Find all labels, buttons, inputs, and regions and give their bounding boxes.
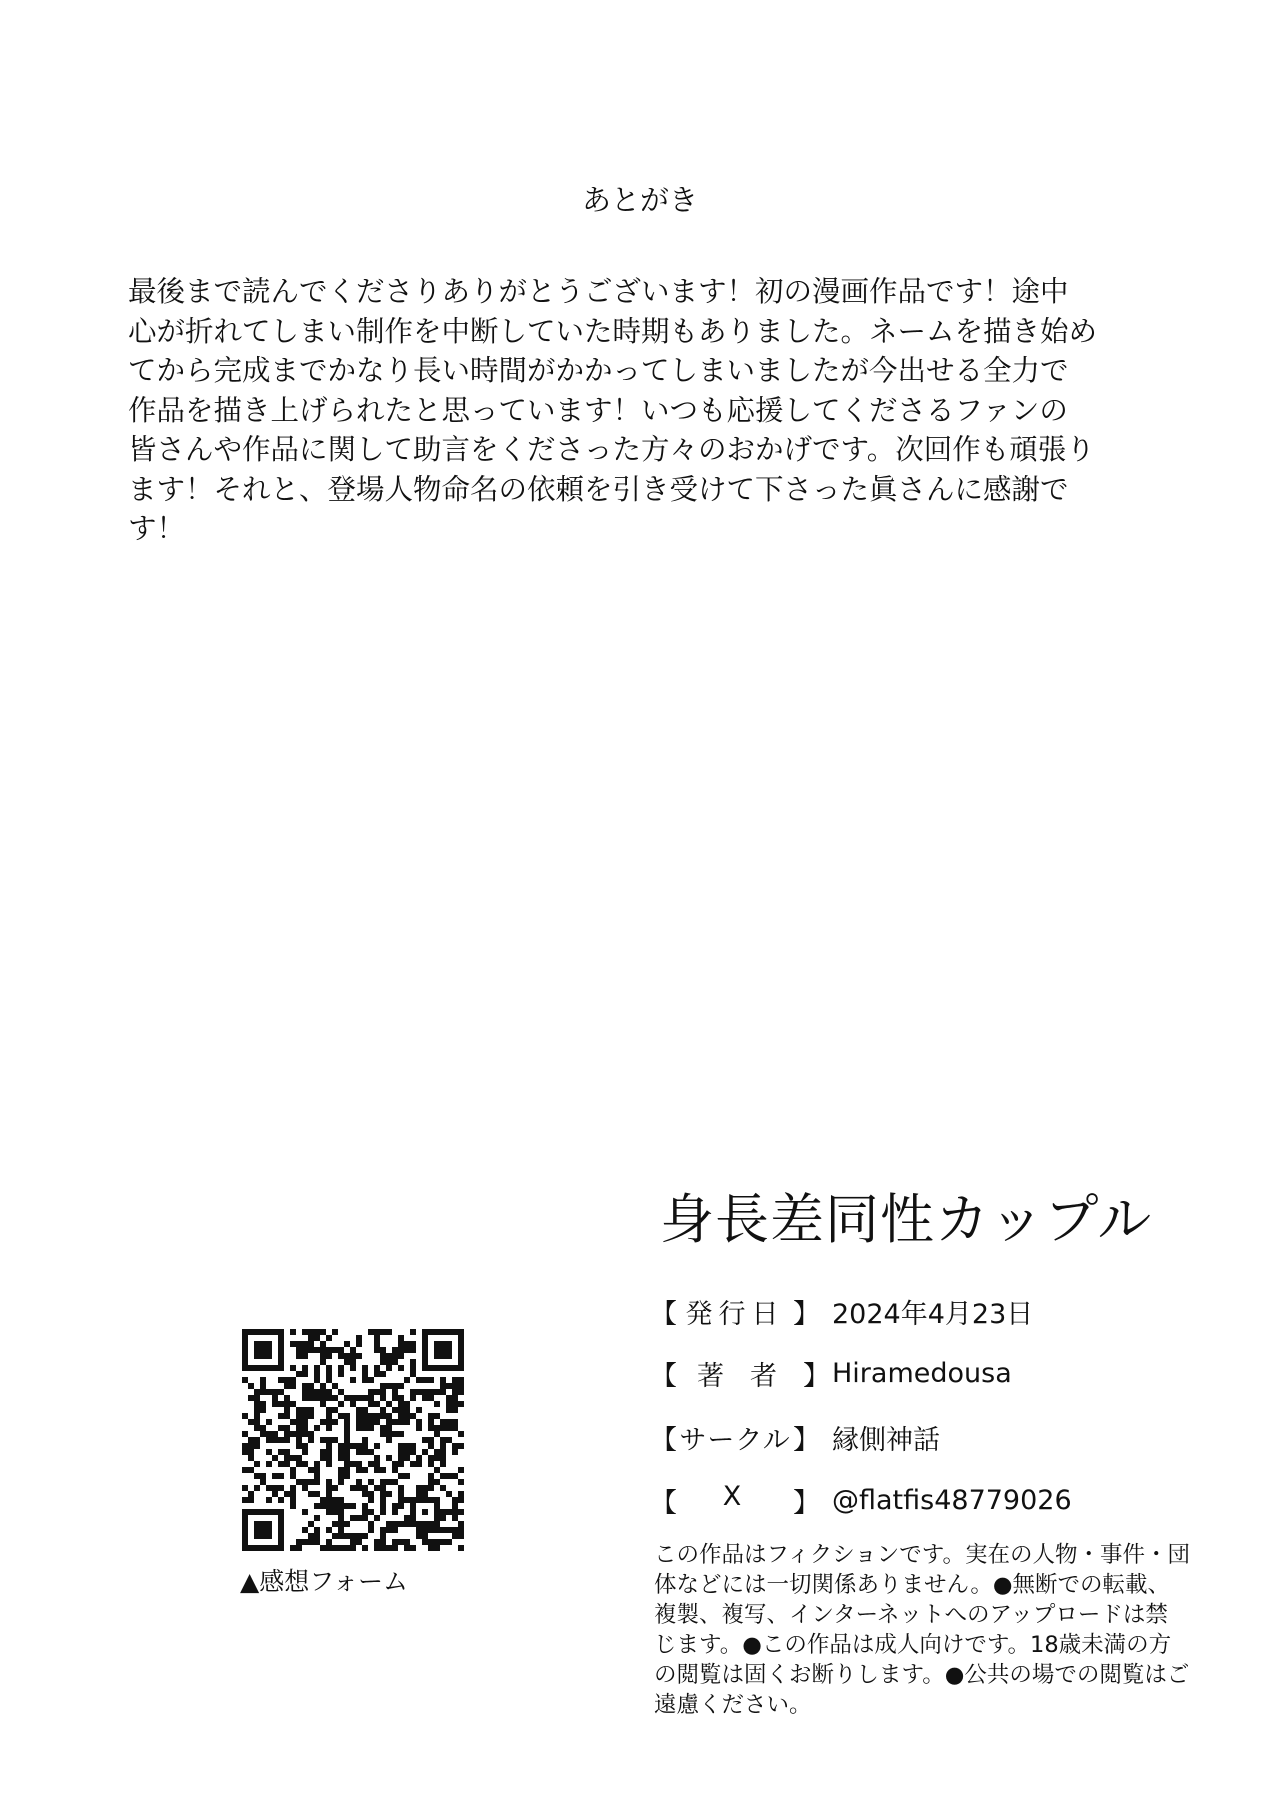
bracket-close: 】 — [793, 1487, 820, 1519]
qr-caption: ▲感想フォーム — [240, 1567, 408, 1596]
bracket-close: 】 — [803, 1360, 830, 1392]
bracket-close: 】 — [793, 1424, 820, 1456]
info-row-author — [650, 1353, 1012, 1393]
bracket-open: 【 — [650, 1424, 677, 1456]
info-label — [650, 1354, 830, 1393]
bracket-open: 【 — [650, 1487, 677, 1519]
x-handle-value: @flatfis48779026 — [832, 1484, 1072, 1516]
info-label-text: 発行日 — [685, 1298, 785, 1330]
info-row-publish-date — [650, 1291, 1033, 1331]
info-row-x — [650, 1480, 1072, 1520]
bracket-open: 【 — [650, 1360, 677, 1392]
info-label — [650, 1292, 820, 1331]
circle-value: 縁側神話 — [832, 1424, 940, 1456]
info-label — [650, 1418, 820, 1457]
afterword-body: 最後まで読んでくださりありがとうございます！初の漫画作品です！途中 心が折れてしまい制作を中断していた時期もありました。ネームを描き始め てから完成までかなり長い時間がかかってしまいましたが今出せる全力で 作品を描き上げられたと思っています！いつも応援してくださるファンの 皆さんや作品に関して助言をくださった方々のおかげです。次回作も頑張り ます！それと、登場人物命名の依頼を引き受けて下さった眞さんに感謝で す！ — [128, 275, 1098, 545]
info-label-text: 著者 — [697, 1360, 803, 1392]
qr-code-icon[interactable] — [242, 1329, 464, 1551]
info-label-text: サークル — [679, 1424, 791, 1456]
info-row-circle — [650, 1417, 940, 1457]
bracket-close: 】 — [793, 1298, 820, 1330]
bracket-open: 【 — [650, 1298, 677, 1330]
author-value: Hiramedousa — [832, 1357, 1012, 1389]
afterword-title: あとがき — [581, 183, 698, 217]
info-label-text: X — [722, 1480, 748, 1512]
info-label — [650, 1481, 820, 1520]
book-title: 身長差同性カップル — [660, 1188, 1153, 1251]
publish-date-value: 2024年4月23日 — [832, 1298, 1034, 1330]
legal-notice: この作品はフィクションです。実在の人物・事件・団体などには一切関係ありません。●無断での転載、複製、複写、インターネットへのアップロードは禁じます。●この作品は成人向けです。18歳未満の方の閲覧は固くお断りします。●公共の場での閲覧はご遠慮ください。 — [654, 1542, 1190, 1718]
